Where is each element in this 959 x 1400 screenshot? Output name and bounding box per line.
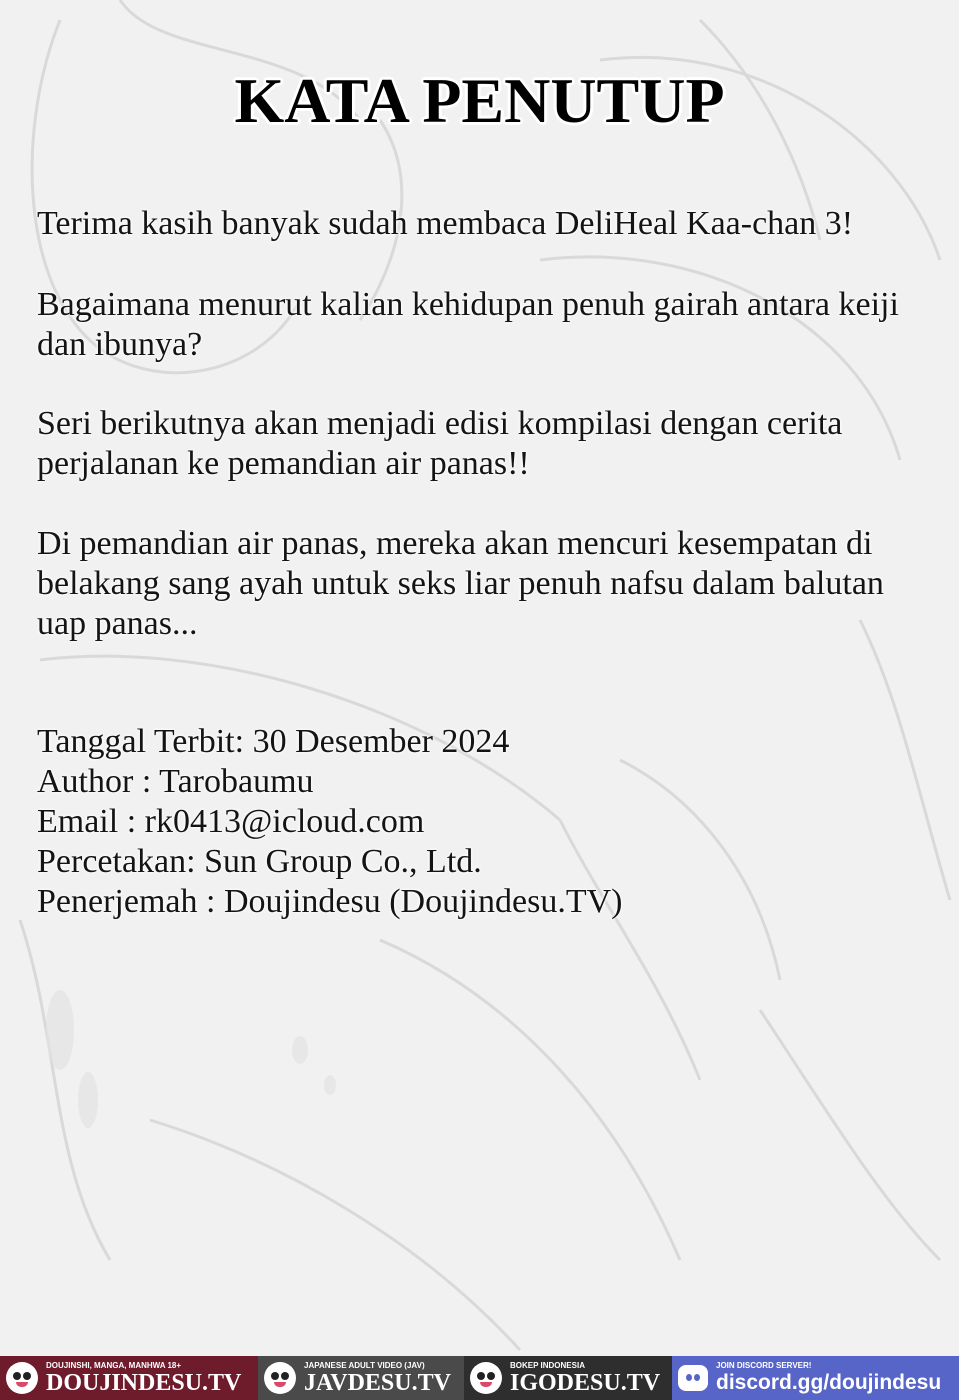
info-label: Percetakan xyxy=(37,843,187,880)
promo-text xyxy=(716,1361,941,1395)
info-label: Tanggal Terbit xyxy=(37,723,235,760)
promo-igodesu-link[interactable] xyxy=(464,1356,672,1400)
info-separator: : xyxy=(186,843,205,880)
promo-javdesu-link[interactable] xyxy=(258,1356,464,1400)
info-row-author xyxy=(37,762,837,802)
publication-info xyxy=(37,722,837,922)
info-label: Penerjemah xyxy=(37,883,198,920)
info-value: Doujindesu (Doujindesu.TV) xyxy=(223,883,623,920)
info-separator: : xyxy=(234,723,253,760)
info-row-release-date xyxy=(37,722,837,762)
discord-icon xyxy=(678,1365,708,1391)
panda-icon xyxy=(264,1362,296,1394)
info-row-translator xyxy=(37,882,837,922)
promo-text xyxy=(304,1361,451,1395)
info-value: Sun Group Co., Ltd. xyxy=(204,843,482,880)
promo-banner xyxy=(0,1356,959,1400)
info-value: 30 Desember 2024 xyxy=(252,723,510,760)
info-separator: : xyxy=(118,803,145,840)
info-row-printer xyxy=(37,842,837,882)
info-separator: : xyxy=(133,763,160,800)
promo-tagline: DOUJINSHI, MANGA, MANHWA 18+ xyxy=(46,1361,182,1370)
info-label: Email xyxy=(37,803,119,840)
paragraph-thanks: Terima kasih banyak sudah membaca DeliHeal Kaa-chan 3! xyxy=(37,205,854,242)
panda-icon xyxy=(6,1362,38,1394)
paragraph-question: Bagaimana menurut kalian kehidupan penuh gairah antara keiji dan ibunya? xyxy=(37,286,899,363)
promo-site-name: IGODESU.TV xyxy=(510,1370,661,1396)
promo-site-name: discord.gg/doujindesu xyxy=(716,1371,942,1394)
promo-site-name: DOUJINDESU.TV xyxy=(46,1370,242,1396)
info-label: Author xyxy=(37,763,134,800)
promo-tagline: JOIN DISCORD SERVER! xyxy=(716,1361,812,1370)
promo-discord-link[interactable] xyxy=(672,1356,959,1400)
promo-doujindesu-link[interactable] xyxy=(0,1356,258,1400)
info-separator: : xyxy=(197,883,224,920)
info-value: rk0413@icloud.com xyxy=(144,803,425,840)
paragraph-next-series: Seri berikutnya akan menjadi edisi kompilasi dengan cerita perjalanan ke pemandian air panas!! xyxy=(37,405,843,482)
promo-text xyxy=(510,1361,660,1395)
info-value: Tarobaumu xyxy=(159,763,314,800)
panda-icon xyxy=(470,1362,502,1394)
page-title: KATA PENUTUP xyxy=(234,65,725,136)
promo-tagline: JAPANESE ADULT VIDEO (JAV) xyxy=(304,1361,425,1370)
promo-text xyxy=(46,1361,241,1395)
info-row-email xyxy=(37,802,837,842)
promo-tagline: BOKEP INDONESIA xyxy=(510,1361,585,1370)
paragraph-preview: Di pemandian air panas, mereka akan mencuri kesempatan di belakang sang ayah untuk seks liar penuh nafsu dalam balutan uap panas... xyxy=(37,525,884,642)
promo-site-name: JAVDESU.TV xyxy=(304,1370,451,1396)
